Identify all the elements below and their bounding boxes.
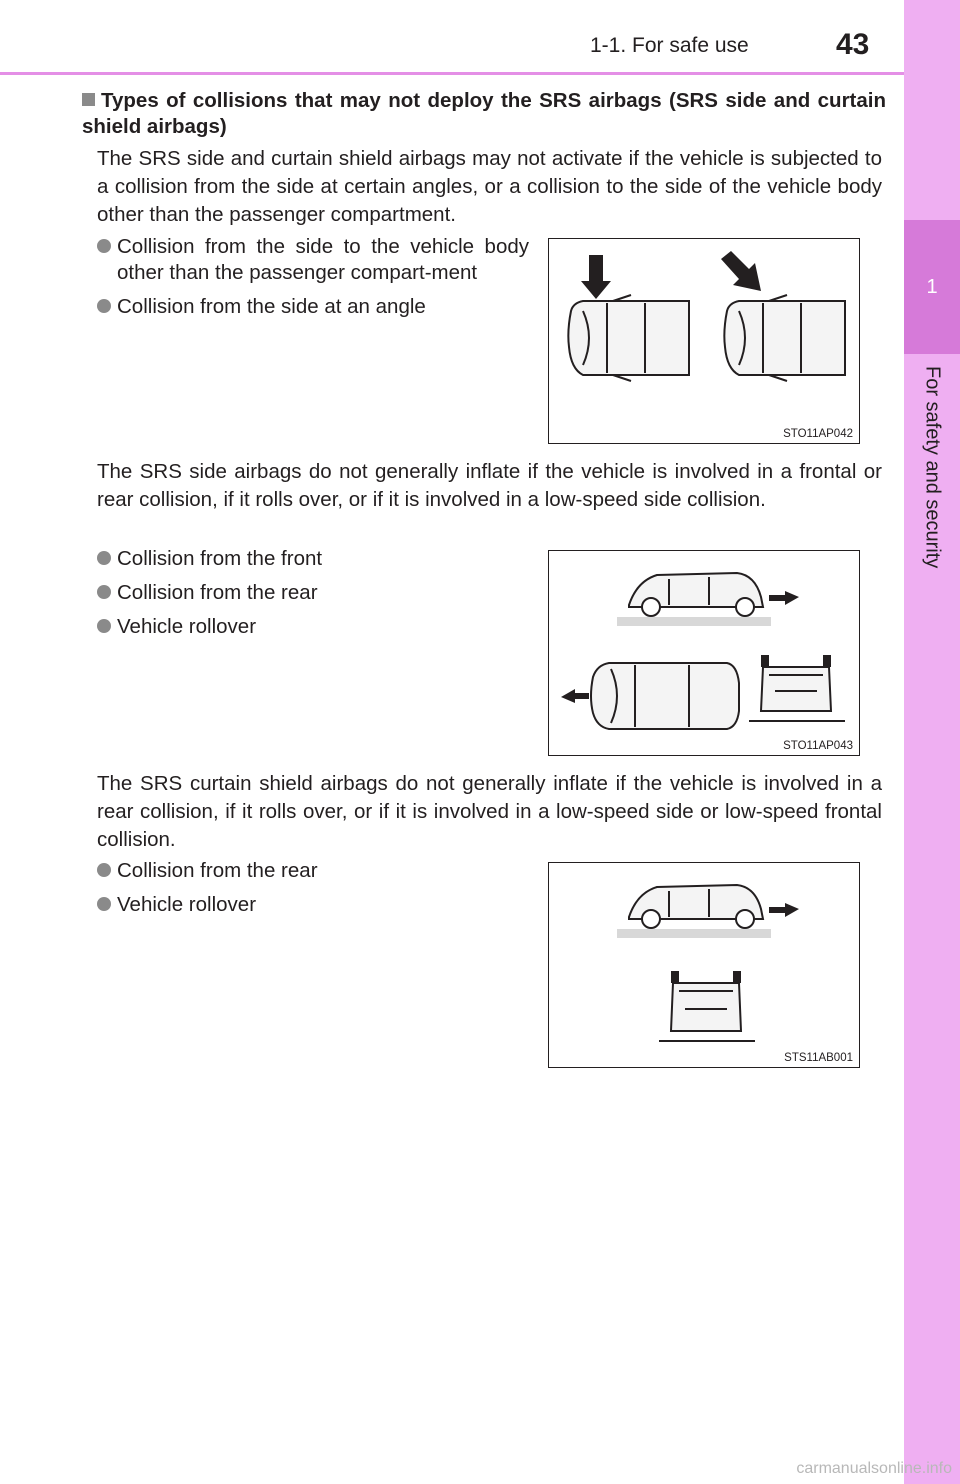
bullet-list-2	[97, 546, 527, 648]
figure-caption: STS11AB001	[784, 1052, 853, 1064]
figure-front-rear-rollover	[548, 550, 860, 756]
list-item: Collision from the rear	[97, 580, 527, 606]
figure-side-collision	[548, 238, 860, 444]
bullet-list-1	[97, 234, 529, 328]
list-item: Collision from the rear	[97, 858, 527, 884]
chapter-label: For safety and security	[921, 366, 944, 569]
list-item: Collision from the side to the vehicle body other than the passenger compart-ment	[97, 234, 529, 286]
list-item: Vehicle rollover	[97, 892, 527, 918]
figure-caption: STO11AP043	[783, 740, 853, 752]
bullet-dot-icon	[97, 551, 111, 565]
bullet-list-3	[97, 858, 527, 926]
arrow-left-icon	[769, 591, 799, 605]
paragraph-curtain-airbags: The SRS curtain shield airbags do not generally inflate if the vehicle is involved in a rear collision, if it rolls over, or if it is involved in a low-speed side or low-speed frontal collision.	[97, 772, 882, 851]
arrow-right-icon	[561, 689, 589, 703]
bullet-dot-icon	[97, 239, 111, 253]
header-rule	[0, 72, 904, 75]
front-rear-rollover-illustration	[549, 551, 859, 755]
paragraph-side-curtain: The SRS side and curtain shield airbags may not activate if the vehicle is subjected to a collision from the side at certain angles, or a collision to the side of the vehicle body other than the passenger compartment.	[97, 147, 882, 226]
side-collision-illustration	[549, 239, 859, 443]
figure-caption: STO11AP042	[783, 428, 853, 440]
arrow-down-icon	[581, 255, 611, 299]
paragraph-side-airbags: The SRS side airbags do not generally inflate if the vehicle is involved in a frontal or rear collision, if it rolls over, or if it is involved in a low-speed side collision.	[97, 460, 882, 511]
bullet-dot-icon	[97, 585, 111, 599]
arrow-left-icon	[769, 903, 799, 917]
square-bullet-icon	[82, 93, 95, 106]
section-title: 1-1. For safe use	[590, 34, 749, 57]
figure-rear-rollover	[548, 862, 860, 1068]
rear-rollover-illustration	[549, 863, 859, 1067]
chapter-number: 1	[904, 220, 960, 354]
section-heading-text: Types of collisions that may not deploy the SRS airbags (SRS side and curtain shield airbags)	[82, 89, 886, 138]
arrow-diagonal-icon	[721, 251, 761, 291]
bullet-dot-icon	[97, 619, 111, 633]
list-item: Vehicle rollover	[97, 614, 527, 640]
list-item: Collision from the side at an angle	[97, 294, 529, 320]
page-number: 43	[836, 28, 870, 61]
section-heading	[82, 88, 886, 140]
list-item: Collision from the front	[97, 546, 527, 572]
bullet-dot-icon	[97, 863, 111, 877]
bullet-dot-icon	[97, 299, 111, 313]
bullet-dot-icon	[97, 897, 111, 911]
watermark: carmanualsonline.info	[796, 1460, 952, 1477]
